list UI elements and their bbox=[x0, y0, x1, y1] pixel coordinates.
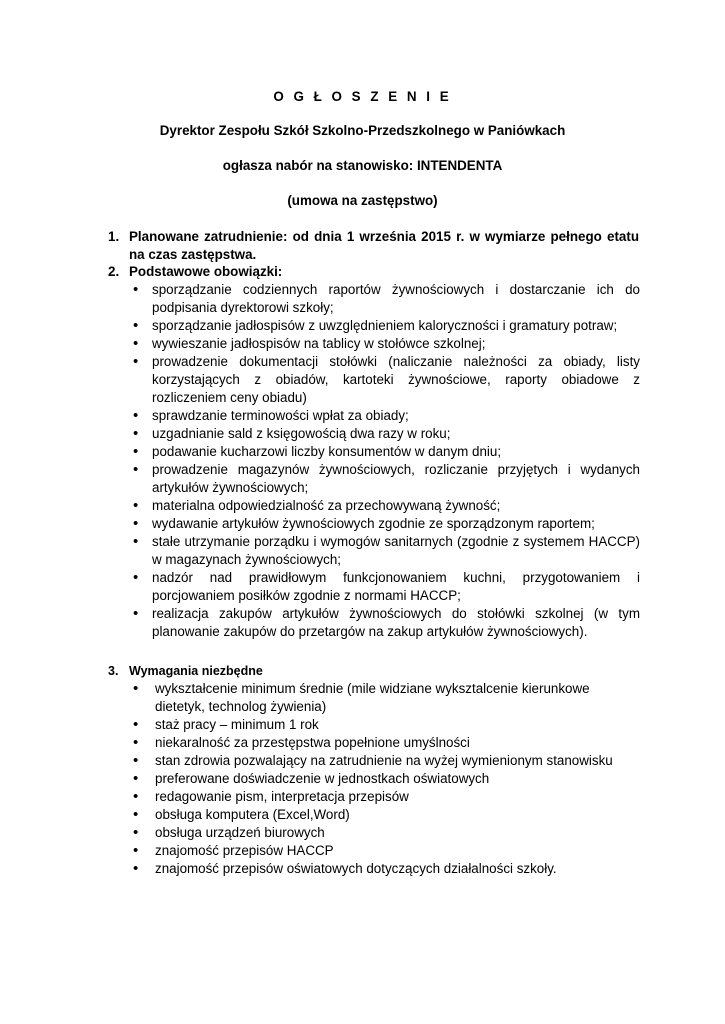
list-item: • sporządzanie codziennych raportów żywnościowych i dostarczanie ich do podpisania dyrektorowi szkoły; bbox=[130, 281, 640, 317]
list-item: • realizacja zakupów artykułów żywnościowych do stołówki szkolnej (w tym planowanie zakupów do przetargów na zakup artykułów żywnościowych). bbox=[130, 605, 640, 641]
duties-list bbox=[130, 281, 640, 641]
list-item: • obsługa urządzeń biurowych bbox=[130, 824, 630, 842]
list-item: • sprawdzanie terminowości wpłat za obiady; bbox=[130, 407, 640, 425]
list-item: • stan zdrowia pozwalający na zatrudnienie na wyżej wymienionym stanowisku bbox=[130, 752, 630, 770]
list-item: • niekaralność za przestępstwa popełnione umyślności bbox=[130, 734, 630, 752]
list-item: • wydawanie artykułów żywnościowych zgodnie ze sporządzonym raportem; bbox=[130, 515, 640, 533]
requirements-list bbox=[130, 680, 630, 878]
list-item: • sporządzanie jadłospisów z uwzględnieniem kaloryczności i gramatury potraw; bbox=[130, 317, 640, 335]
list-item: • wykształcenie minimum średnie (mile widziane wyksztalcenie kierunkowe dietetyk, technolog żywienia) bbox=[130, 680, 630, 716]
section-3-number: 3. bbox=[108, 664, 119, 678]
list-item: • stałe utrzymanie porządku i wymogów sanitarnych (zgodnie z systemem HACCP) w magazynach żywnościowych; bbox=[130, 533, 640, 569]
list-item: • staż pracy – minimum 1 rok bbox=[130, 716, 630, 734]
list-item: • uzgadnianie sald z księgowością dwa razy w roku; bbox=[130, 425, 640, 443]
list-item: • materialna odpowiedzialność za przechowywaną żywność; bbox=[130, 497, 640, 515]
list-item: • redagowanie pism, interpretacja przepisów bbox=[130, 788, 630, 806]
list-item: • prowadzenie dokumentacji stołówki (naliczanie należności za obiady, listy korzystających z obiadów, kartoteki żywnościowe, raporty obiadowe z rozliczeniem ceny obiadu) bbox=[130, 353, 640, 407]
list-item: • podawanie kucharzowi liczby konsumentów w danym dniu; bbox=[130, 443, 640, 461]
document-title: O G Ł O S Z E N I E bbox=[273, 89, 452, 104]
announcement-line: ogłasza nabór na stanowisko: INTENDENTA bbox=[222, 158, 503, 173]
director-line: Dyrektor Zespołu Szkół Szkolno-Przedszkolnego w Paniówkach bbox=[159, 123, 566, 138]
section-1-number: 1. bbox=[108, 229, 120, 244]
list-item: • preferowane doświadczenie w jednostkach oświatowych bbox=[130, 770, 630, 788]
section-1-text: Planowane zatrudnienie: od dnia 1 września 2015 r. w wymiarze pełnego etatu na czas zastępstwa. bbox=[129, 229, 639, 262]
list-item: • nadzór nad prawidłowym funkcjonowaniem kuchni, przygotowaniem i porcjowaniem posiłków zgodnie z normami HACCP; bbox=[130, 569, 640, 605]
section-3-heading: Wymagania niezbędne bbox=[129, 664, 263, 678]
list-item: • prowadzenie magazynów żywnościowych, rozliczanie przyjętych i wydanych artykułów żywnościowych; bbox=[130, 461, 640, 497]
list-item: • obsługa komputera (Excel,Word) bbox=[130, 806, 630, 824]
list-item: • znajomość przepisów oświatowych dotyczących działalności szkoły. bbox=[130, 860, 630, 878]
list-item: • znajomość przepisów HACCP bbox=[130, 842, 630, 860]
section-2-number: 2. bbox=[108, 264, 120, 279]
section-2-heading: Podstawowe obowiązki: bbox=[129, 264, 283, 279]
contract-type: (umowa na zastępstwo) bbox=[287, 193, 438, 208]
list-item: • wywieszanie jadłospisów na tablicy w stołówce szkolnej; bbox=[130, 335, 640, 353]
